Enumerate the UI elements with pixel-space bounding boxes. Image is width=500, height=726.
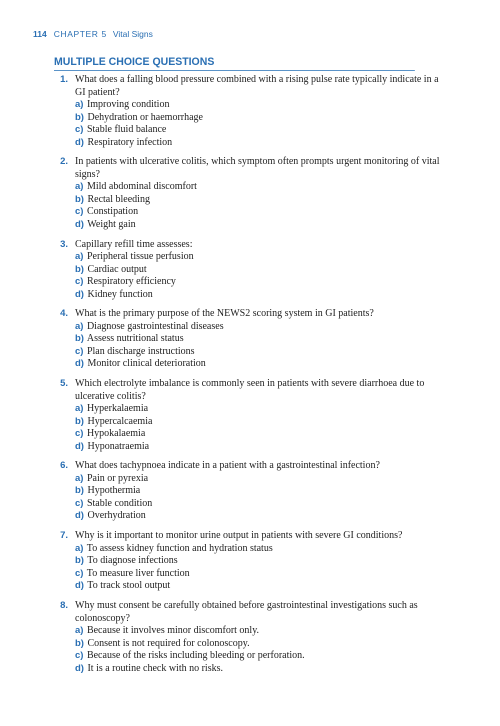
- option-label: d): [75, 218, 84, 230]
- answer-option: [75, 333, 446, 346]
- question-item: [54, 600, 446, 675]
- answer-option: [75, 276, 446, 289]
- option-text: It is a routine check with no risks.: [87, 662, 223, 674]
- question-item: [54, 460, 446, 523]
- option-label: a): [75, 251, 84, 263]
- option-text: Hyponatraemia: [87, 440, 150, 452]
- answer-option: [75, 543, 446, 556]
- question-item: [54, 530, 446, 593]
- answer-option: [75, 580, 446, 593]
- answer-option: [75, 99, 446, 112]
- option-label: c): [75, 650, 84, 662]
- answer-option: [75, 428, 446, 441]
- answer-option: [75, 124, 446, 137]
- question-text: What does a falling blood pressure combined with a rising pulse rate typically indicate in a GI patient?: [75, 74, 439, 98]
- option-label: a): [75, 542, 84, 554]
- question-number: 4.: [60, 308, 68, 320]
- answer-option: [75, 358, 446, 371]
- answer-options: [75, 403, 446, 453]
- question-number: 3.: [60, 238, 68, 250]
- option-text: Mild abdominal discomfort: [86, 181, 197, 193]
- option-text: Constipation: [86, 206, 139, 218]
- answer-option: [75, 251, 446, 264]
- answer-option: [75, 137, 446, 150]
- option-label: d): [75, 662, 84, 674]
- question-text: What is the primary purpose of the NEWS2 scoring system in GI patients?: [75, 308, 374, 320]
- question-text: Why must consent be carefully obtained before gastrointestinal investigations such as colonoscopy?: [75, 600, 418, 624]
- option-text: Pain or pyrexia: [86, 472, 149, 484]
- option-label: d): [75, 358, 84, 370]
- option-text: Hypokalaemia: [86, 428, 146, 440]
- answer-option: [75, 625, 446, 638]
- answer-option: [75, 219, 446, 232]
- answer-option: [75, 498, 446, 511]
- answer-option: [75, 206, 446, 219]
- section-title: MULTIPLE CHOICE QUESTIONS: [54, 56, 415, 71]
- option-text: Peripheral tissue perfusion: [86, 251, 194, 263]
- option-text: Because it involves minor discomfort only.: [86, 625, 260, 637]
- answer-option: [75, 441, 446, 454]
- option-text: Overhydration: [87, 510, 146, 522]
- option-label: b): [75, 111, 84, 123]
- question-text: Capillary refill time assesses:: [75, 238, 193, 250]
- option-text: Kidney function: [87, 288, 153, 300]
- option-label: a): [75, 472, 84, 484]
- question-list: [54, 74, 446, 682]
- option-text: Cardiac output: [87, 263, 147, 275]
- answer-option: [75, 416, 446, 429]
- answer-options: [75, 181, 446, 231]
- question-number: 8.: [60, 600, 68, 612]
- option-text: Weight gain: [87, 218, 136, 230]
- option-label: a): [75, 403, 84, 415]
- question-number: 2.: [60, 156, 68, 168]
- option-label: a): [75, 181, 84, 193]
- running-head: [33, 29, 153, 43]
- option-label: d): [75, 580, 84, 592]
- answer-option: [75, 194, 446, 207]
- option-label: b): [75, 415, 84, 427]
- option-text: Diagnose gastrointestinal diseases: [86, 320, 224, 332]
- option-text: Dehydration or haemorrhage: [87, 111, 203, 123]
- option-text: To track stool output: [87, 580, 171, 592]
- option-text: Monitor clinical deterioration: [87, 358, 206, 370]
- option-label: b): [75, 263, 84, 275]
- option-label: a): [75, 625, 84, 637]
- option-label: d): [75, 440, 84, 452]
- answer-option: [75, 264, 446, 277]
- question-text: Which electrolyte imbalance is commonly seen in patients with severe diarrhoea due to ulcerative colitis?: [75, 378, 425, 402]
- question-text: Why is it important to monitor urine output in patients with severe GI conditions?: [75, 530, 403, 542]
- answer-option: [75, 346, 446, 359]
- answer-options: [75, 251, 446, 301]
- option-label: d): [75, 288, 84, 300]
- option-label: a): [75, 99, 84, 110]
- option-label: d): [75, 136, 84, 148]
- question-number: 7.: [60, 530, 68, 542]
- option-label: b): [75, 193, 84, 205]
- answer-option: [75, 321, 446, 334]
- question-item: [54, 239, 446, 302]
- option-label: a): [75, 320, 84, 332]
- chapter-label: CHAPTER 5: [53, 29, 107, 39]
- option-text: Plan discharge instructions: [86, 345, 195, 357]
- option-label: d): [75, 510, 84, 522]
- answer-option: [75, 663, 446, 676]
- option-text: To diagnose infections: [87, 555, 178, 567]
- question-text: What does tachypnoea indicate in a patient with a gastrointestinal infection?: [75, 460, 380, 472]
- option-text: Hyperkalaemia: [86, 403, 149, 415]
- option-label: c): [75, 497, 84, 509]
- option-text: Consent is not required for colonoscopy.: [87, 637, 250, 649]
- page-number: 114: [33, 29, 47, 39]
- answer-option: [75, 403, 446, 416]
- answer-options: [75, 625, 446, 675]
- option-label: c): [75, 345, 84, 357]
- option-label: c): [75, 124, 84, 135]
- answer-option: [75, 473, 446, 486]
- answer-option: [75, 650, 446, 663]
- option-label: b): [75, 555, 84, 567]
- chapter-title: Vital Signs: [112, 29, 153, 39]
- option-label: b): [75, 485, 84, 497]
- option-text: Because of the risks including bleeding or perforation.: [86, 650, 305, 662]
- question-text: In patients with ulcerative colitis, which symptom often prompts urgent monitoring of vital signs?: [75, 156, 440, 180]
- option-text: Assess nutritional status: [86, 333, 184, 345]
- option-label: c): [75, 276, 84, 288]
- option-label: c): [75, 428, 84, 440]
- option-label: c): [75, 206, 84, 218]
- answer-option: [75, 485, 446, 498]
- option-text: Respiratory infection: [87, 136, 173, 148]
- option-text: Stable fluid balance: [86, 124, 167, 135]
- answer-option: [75, 568, 446, 581]
- answer-options: [75, 321, 446, 371]
- answer-option: [75, 181, 446, 194]
- option-text: To measure liver function: [86, 567, 190, 579]
- question-item: [54, 308, 446, 371]
- option-text: Rectal bleeding: [87, 193, 150, 205]
- question-number: 1.: [60, 74, 68, 85]
- answer-option: [75, 289, 446, 302]
- question-item: [54, 74, 446, 149]
- answer-options: [75, 99, 446, 149]
- question-item: [54, 378, 446, 453]
- option-label: b): [75, 637, 84, 649]
- answer-option: [75, 638, 446, 651]
- question-number: 5.: [60, 378, 68, 390]
- answer-option: [75, 112, 446, 125]
- option-label: b): [75, 333, 84, 345]
- option-text: Hypercalcaemia: [87, 415, 153, 427]
- option-text: To assess kidney function and hydration status: [86, 542, 273, 554]
- option-text: Hypothermia: [87, 485, 141, 497]
- option-label: c): [75, 567, 84, 579]
- option-text: Respiratory efficiency: [86, 276, 176, 288]
- answer-option: [75, 510, 446, 523]
- question-number: 6.: [60, 460, 68, 472]
- option-text: Stable condition: [86, 497, 153, 509]
- option-text: Improving condition: [86, 99, 170, 110]
- answer-option: [75, 555, 446, 568]
- answer-options: [75, 543, 446, 593]
- answer-options: [75, 473, 446, 523]
- question-item: [54, 156, 446, 231]
